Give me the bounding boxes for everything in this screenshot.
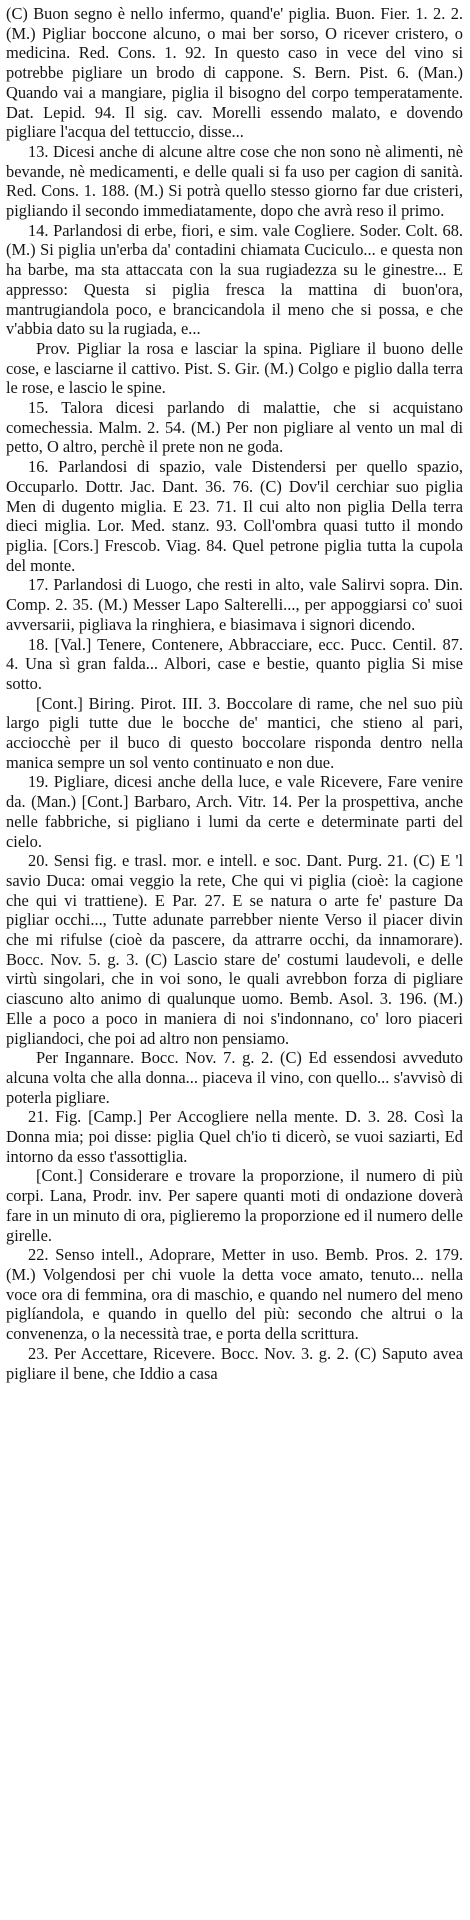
entry-22: 22. Senso intell., Adoprare, Metter in uso. Bemb. Pros. 2. 179. (M.) Volgendosi per chi vuole la detta voce amato, tenuto... nella voce ora di femmina, ora di maschio, e quando nel numero del meno piglíandola, e quando in quello del più: secondo che altrui o la convenenza, o la necessità trae, e porta della scrittura. bbox=[6, 1245, 463, 1344]
entry-14: 14. Parlandosi di erbe, fiori, e sim. vale Cogliere. Soder. Colt. 68. (M.) Si piglia un'erba da' contadini chiamata Cuciculo... e questa non ha barbe, ma sta attaccata con la sua rugiadezza su le ginestre... E appresso: Questa si piglia fresca la mattina di buon'ora, mantrugiandola poco, e brancicandola il meno che si possa, e che v'abbia dato su la rugiada, e... bbox=[6, 220, 463, 339]
entry-20: 20. Sensi fig. e trasl. mor. e intell. e soc. Dant. Purg. 21. (C) E 'l savio Duca: omai veggio la rete, Che qui vi piglia (cioè: la cagione che qui vi trattiene). E Par. 27. E se natura o arte fe' pasture Da pigliar occhi..., Tutte adunate parrebber niente Verso il piacer divin che mi rifulse (cioè da pascere, da attrarre occhi, da innamorare). Bocc. Nov. 5. g. 3. (C) Lascio stare de' costumi laudevoli, e delle virtù singolari, che in voi sono, le quali avrebbon forza di pigliare ciascuno alto animo di qualunque uomo. Bemb. Asol. 3. 196. (M.) Elle a poco a poco in maniera di noi s'indonnano, co' loro piaceri pigliandoci, che poi ad altro non pensiamo. bbox=[6, 851, 463, 1048]
entry-13: 13. Dicesi anche di alcune altre cose che non sono nè alimenti, nè bevande, nè medicamenti, e delle quali si fa uso per cagion di sanità. Red. Cons. 1. 188. (M.) Si potrà quello stesso giorno far due cristeri, pigliando il secondo immediatamente, dopo che avrà reso il primo. bbox=[6, 141, 463, 221]
paragraph-continuation: (C) Buon segno è nello infermo, quand'e' piglia. Buon. Fier. 1. 2. 2. (M.) Pigliar boccone alcuno, o mai ber sorso, O ricever cristero, o medicina. Red. Cons. 1. 92. In questo caso in vece del vino si potrebbe pigliare un brodo di cappone. S. Bern. Pist. 6. (Man.) Quando vai a mangiare, piglia il bisogno del corpo temperatamente. Dat. Lepid. 94. Il sig. cav. Morelli essendo malato, e dovendo pigliare l'acqua del tettuccio, disse... bbox=[6, 4, 463, 142]
entry-23: 23. Per Accettare, Ricevere. Bocc. Nov. 3. g. 2. (C) Saputo avea pigliare il bene, che Iddio a casa bbox=[6, 1343, 463, 1383]
entry-21-cont: [Cont.] Considerare e trovare la proporzione, il numero di più corpi. Lana, Prodr. inv. Per sapere quanti moti di ondazione doverà fare in un minuto di ora, piglieremo la proporzione ed il numero delle girelle. bbox=[6, 1166, 463, 1245]
entry-21: 21. Fig. [Camp.] Per Accogliere nella mente. D. 3. 28. Così la Donna mia; poi disse: piglia Quel ch'io ti dicerò, se vuoi saziarti, Ed intorno da esso t'assottiglia. bbox=[6, 1107, 463, 1166]
entry-16: 16. Parlandosi di spazio, vale Distendersi per quello spazio, Occuparlo. Dottr. Jac. Dant. 36. 76. (C) Dov'il cerchiar suo piglia Men di dugento miglia. E 23. 71. Il cui alto non piglia Della terra dieci miglia. Lor. Med. stanz. 93. Coll'ombra quasi tutto il mondo piglia. [Cors.] Frescob. Viag. 84. Quel petrone piglia tutta la cupola del monte. bbox=[6, 457, 463, 575]
entry-18-cont: [Cont.] Biring. Pirot. III. 3. Boccolare di rame, che nel suo più largo pigli tutte due le bocche de' mantici, che stieno al pari, acciocchè per il buco di questo boccolare risponda dentro nella manica sempre un sol vento continuato e non due. bbox=[6, 693, 463, 772]
entry-18: 18. [Val.] Tenere, Contenere, Abbracciare, ecc. Pucc. Centil. 87. 4. Una sì gran falda... Albori, case e bestie, quanto piglia Si mise sotto. bbox=[6, 634, 463, 693]
entry-20-ingannare: Per Ingannare. Bocc. Nov. 7. g. 2. (C) Ed essendosi avveduto alcuna volta che alla donna... piaceva il vino, con quello... s'avvisò di poterla pigliare. bbox=[6, 1048, 463, 1107]
entry-17: 17. Parlandosi di Luogo, che resti in alto, vale Salirvi sopra. Din. Comp. 2. 35. (M.) Messer Lapo Salterelli..., per appoggiarsi co' suoi avversarii, pigliava la ringhiera, e biasimava i signori dicendo. bbox=[6, 575, 463, 634]
entry-15: 15. Talora dicesi parlando di malattie, che si acquistano comechessia. Malm. 2. 54. (M.) Per non pigliare al vento un mal di petto, O altro, perchè il prete non ne goda. bbox=[6, 398, 463, 457]
proverb-paragraph: Prov. Pigliar la rosa e lasciar la spina. Pigliare il buono delle cose, e lasciarne il cattivo. Pist. S. Gir. (M.) Colgo e piglio dalla terra le rose, e lascio le spine. bbox=[6, 338, 463, 398]
entry-19: 19. Pigliare, dicesi anche della luce, e vale Ricevere, Fare venire da. (Man.) [Cont.] Barbaro, Arch. Vitr. 14. Per la prospettiva, anche nelle fabbriche, si pigliano i lumi da certe e determinate parti del cielo. bbox=[6, 772, 463, 851]
